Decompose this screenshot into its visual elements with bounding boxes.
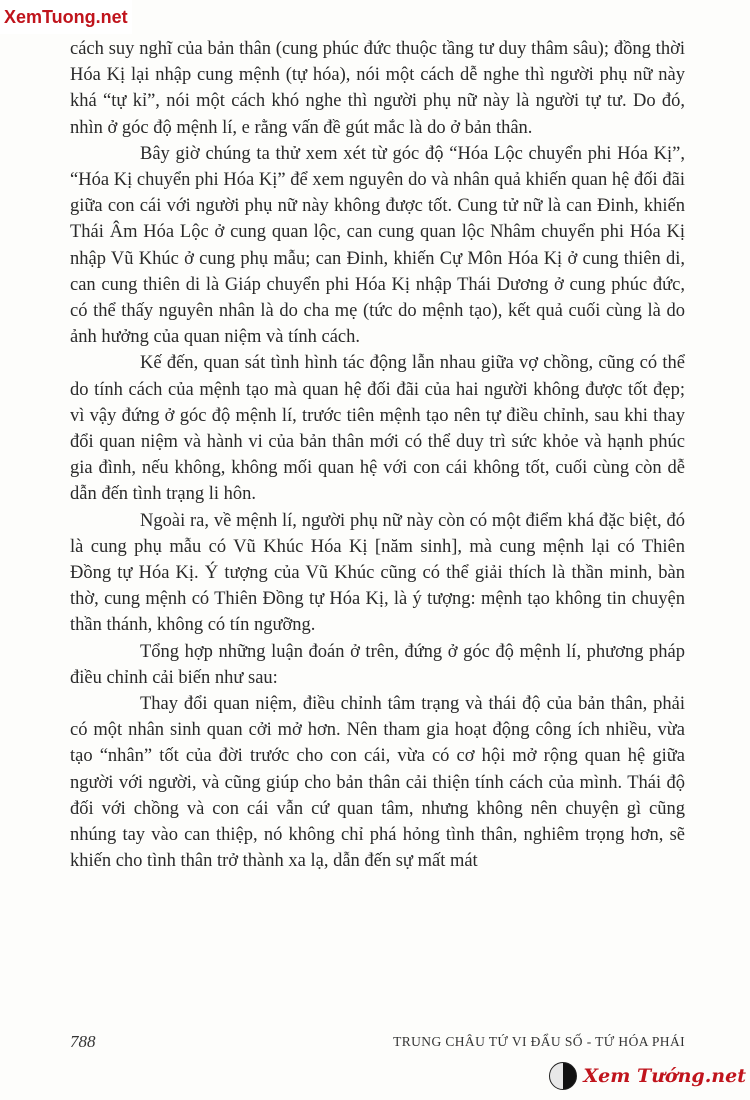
watermark-logo-text: Xem Tướng.net [583, 1065, 746, 1087]
paragraph-5: Tổng hợp những luận đoán ở trên, đứng ở góc độ mệnh lí, phương pháp điều chỉnh cải biến như sau: [70, 641, 685, 688]
running-title: TRUNG CHÂU TỨ VI ĐẨU SỐ - TỨ HÓA PHÁI [393, 1034, 685, 1049]
page-number: 788 [70, 1032, 96, 1051]
paragraph-3: Kế đến, quan sát tình hình tác động lẫn nhau giữa vợ chồng, cũng có thể do tính cách của mệnh tạo mà quan hệ đối đãi của hai người không được tốt đẹp; vì vậy đứng ở góc độ mệnh lí, trước tiên mệnh tạo nên tự điều chỉnh, sau khi thay đổi quan niệm và hành vi của bản thân mới có thể duy trì sức khỏe và hạnh phúc gia đình, nếu không, không mối quan hệ với con cái không tốt, cuối cùng còn dễ dẫn đến tình trạng li hôn. [70, 353, 685, 505]
paragraph-1: cách suy nghĩ của bản thân (cung phúc đức thuộc tầng tư duy thâm sâu); đồng thời Hóa Kị lại nhập cung mệnh (tự hóa), nói một cách dễ nghe thì người phụ nữ này khá “tự kỉ”, nói một cách khó nghe thì người phụ nữ này là người tự tư. Do đó, nhìn ở góc độ mệnh lí, e rằng vấn đề gút mắc là do ở bản thân. [70, 39, 685, 138]
yin-yang-icon [549, 1062, 577, 1090]
page-footer [70, 1032, 685, 1058]
watermark-logo-bottom [549, 1058, 746, 1094]
page-body [70, 36, 685, 875]
paragraph-4: Ngoài ra, về mệnh lí, người phụ nữ này còn có một điểm khá đặc biệt, đó là cung phụ mẫu có Vũ Khúc Hóa Kị [năm sinh], mà cung mệnh lại có Thiên Đồng tự Hóa Kị. Ý tượng của Vũ Khúc cũng có thể giải thích là thần minh, bàn thờ, cung mệnh có Thiên Đồng tự Hóa Kị, là ý tượng: mệnh tạo không tin chuyện thần thánh, không có tín ngưỡng. [70, 510, 685, 636]
paragraph-2: Bây giờ chúng ta thử xem xét từ góc độ “Hóa Lộc chuyển phi Hóa Kị”, “Hóa Kị chuyển phi Hóa Kị” để xem nguyên do và nhân quả khiến quan hệ đối đãi giữa con cái với người phụ nữ này không được tốt. Cung tử nữ là can Đinh, khiến Thái Âm Hóa Lộc ở cung quan lộc, can cung quan lộc Nhâm chuyển phi Hóa Kị nhập Vũ Khúc ở cung phụ mẫu; can Đinh, khiến Cự Môn Hóa Kị ở cung thiên di, can cung thiên di là Giáp chuyển phi Hóa Kị nhập Thái Dương ở cung phúc đức, có thể thấy nguyên nhân là do cha mẹ (tức do mệnh tạo), kết quả cuối cùng là do ảnh hưởng của quan niệm và tính cách. [70, 143, 685, 348]
paragraph-6: Thay đổi quan niệm, điều chỉnh tâm trạng và thái độ của bản thân, phải có một nhân sinh quan cởi mở hơn. Nên tham gia hoạt động công ích nhiều, vừa tạo “nhân” tốt của đời trước cho con cái, vừa có cơ hội mở rộng quan hệ giữa người với người, và cũng giúp cho bản thân cải thiện tính cách của mình. Thái độ đối với chồng và con cái vẫn cứ quan tâm, nhưng không nên chuyện gì cũng nhúng tay vào can thiệp, nó không chỉ phá hỏng tình thân, nghiêm trọng hơn, sẽ khiến cho tình thân trở thành xa lạ, dẫn đến sự mất mát [70, 694, 685, 872]
watermark-logo-top: XemTuong.net [0, 0, 132, 34]
